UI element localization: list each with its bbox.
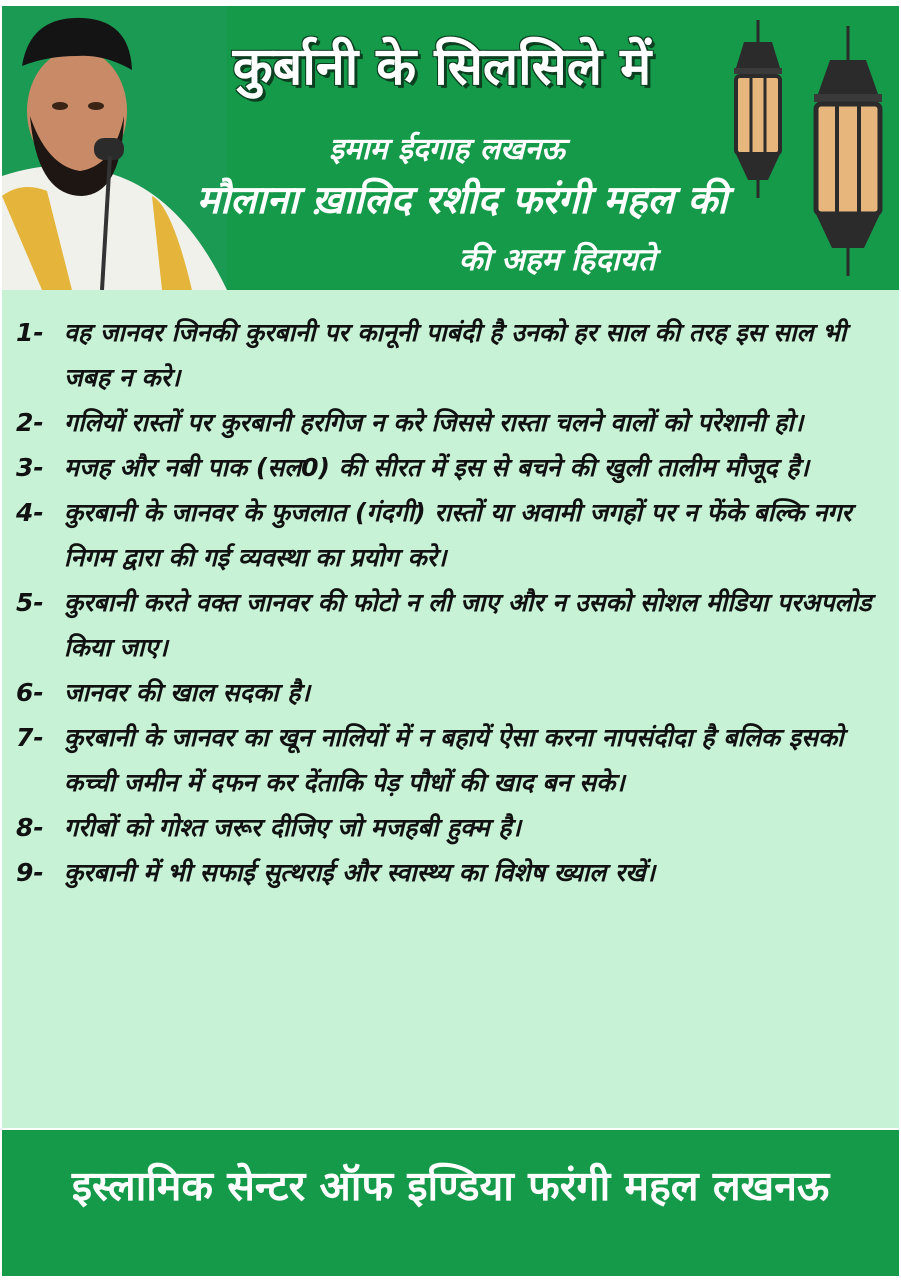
item-text: मजह और नबी पाक (सल0) की सीरत में इस से बचने की खुली तालीम मौजूद है।: [64, 453, 809, 482]
lantern-icon: [724, 20, 792, 198]
item-number: 9-: [16, 858, 44, 887]
item-number: 3-: [16, 453, 44, 482]
scholar-name: मौलाना ख़ालिद रशीद फरंगी महल की: [196, 178, 728, 223]
item-number: 8-: [16, 813, 44, 842]
item-number: 1-: [16, 318, 44, 347]
list-item: [16, 310, 886, 400]
poster-title: कुर्बानी के सिलसिले में: [232, 37, 652, 97]
item-text: कुरबानी के जानवर के फुजलात (गंदगी) रास्तों या अवामी जगहों पर न फेंके बल्कि नगर निगम द्वारा की गई व्यवस्था का प्रयोग करे।: [64, 498, 852, 572]
list-item: [16, 580, 886, 670]
poster-subtitle: इमाम ईदगाह लखनऊ: [329, 132, 565, 167]
item-number: 4-: [16, 498, 44, 527]
item-text: कुरबानी करते वक्त जानवर की फोटो न ली जाए और न उसको सोशल मीडिया परअपलोड किया जाए।: [64, 588, 872, 662]
item-text: गलियों रास्तों पर कुरबानी हरगिज न करे जिससे रास्ता चलने वालों को परेशानी हो।: [64, 408, 804, 437]
poster-tagline: की अहम हिदायते: [458, 242, 656, 278]
organization-name: इस्लामिक सेन्टर ऑफ इण्डिया फरंगी महल लखनऊ: [71, 1162, 830, 1210]
header-banner: [2, 6, 899, 290]
guidelines-list: [16, 310, 886, 895]
list-item: [16, 805, 886, 850]
item-number: 2-: [16, 408, 44, 437]
footer-banner: [2, 1130, 899, 1276]
list-item: [16, 490, 886, 580]
list-item: [16, 715, 886, 805]
item-text: कुरबानी में भी सफाई सुत्थराई और स्वास्थ्य का विशेष ख्याल रखें।: [64, 858, 656, 887]
item-number: 5-: [16, 588, 44, 617]
lantern-icon: [802, 26, 894, 276]
item-text: कुरबानी के जानवर का खून नालियों में न बहायें ऐसा करना नापसंदीदा है बलिक इसको कच्ची जमीन में दफन कर देंताकि पेड़ पौधों की खाद बन सके।: [64, 723, 844, 797]
list-item: [16, 445, 886, 490]
item-text: वह जानवर जिनकी कुरबानी पर कानूनी पाबंदी है उनको हर साल की तरह इस साल भी जबह न करे।: [64, 318, 847, 392]
list-item: [16, 850, 886, 895]
guidelines-panel: [2, 290, 899, 1128]
list-item: [16, 670, 886, 715]
list-item: [16, 400, 886, 445]
item-text: जानवर की खाल सदका है।: [64, 678, 310, 707]
item-number: 6-: [16, 678, 44, 707]
item-number: 7-: [16, 723, 44, 752]
item-text: गरीबों को गोश्त जरूर दीजिए जो मजहबी हुक्म है।: [64, 813, 521, 842]
